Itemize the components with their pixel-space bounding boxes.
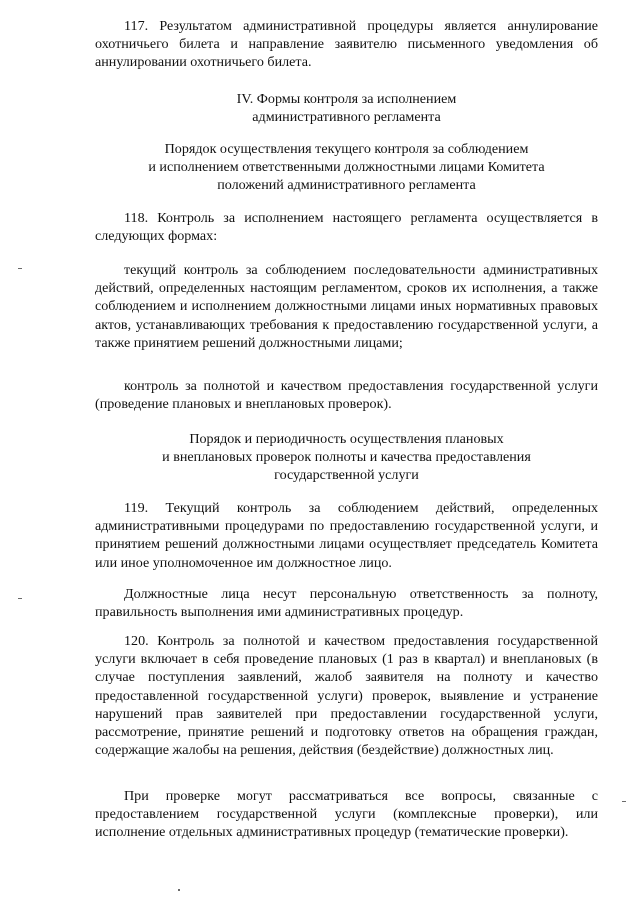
scan-speck [178,889,180,891]
scan-speck [18,268,22,269]
section-heading [95,90,598,126]
paragraph-checks: При проверке могут рассматриваться все вопросы, связанные с предоставлением государственной услуги (комплексные проверки), или исполнение отдельных административных процедур (тематические проверки). [95,788,598,841]
paragraph-117: 117. Результатом административной процедуры является аннулирование охотничьего билета и направление заявителю письменного уведомления об аннулировании охотничьего билета. [95,18,598,71]
subheading-2-line-3: государственной услуги [274,467,419,484]
section-heading-line-1: IV. Формы контроля за исполнением [236,91,457,107]
paragraph-120: 120. Контроль за полнотой и качеством предоставления государственной услуги включает в себя проведение плановых (1 раз в квартал) и внеплановых (в случае поступления заявлений, жалоб заявителя на полноту и качество предоставленной государственной услуги) проверок, выявление и устранение нарушений прав заявителей при предоставлении государственной услуги, рассмотрение, принятие решений и подготовку ответов на обращения граждан, содержащие жалобы на решения, действия (бездействие) должностных лиц. [95,633,598,759]
scan-speck [622,801,626,802]
subheading-2-line-1: Порядок и периодичность осуществления плановых [189,431,504,447]
list-item-quality-control: контроль за полнотой и качеством предоставления государственной услуги (проведение плановых и внеплановых проверок). [95,378,598,413]
list-item-current-control: текущий контроль за соблюдением последовательности административных действий, определенных настоящим регламентом, сроков их исполнения, а также соблюдением и исполнением должностными лицами иных нормативных правовых актов, устанавливающих требования к предоставлению государственной услуги, а также принятием решений должностными лицами; [95,262,598,351]
paragraph-119: 119. Текущий контроль за соблюдением действий, определенных административными процедурами по предоставлению государственной услуги, и принятием решений должностными лицами осуществляет председатель Комитета или иное уполномоченное им должностное лицо. [95,500,598,571]
subheading-1-line-3: положений административного регламента [217,177,476,194]
subheading-2-line-2: и внеплановых проверок полноты и качества предоставления [162,449,531,466]
subheading-1-line-2: и исполнением ответственными должностными лицами Комитета [148,159,545,176]
section-heading-line-2: административного регламента [252,109,441,126]
subheading-1-line-1: Порядок осуществления текущего контроля за соблюдением [164,141,529,157]
subheading-inspections [95,430,598,485]
scan-speck [18,598,22,599]
paragraph-118: 118. Контроль за исполнением настоящего регламента осуществляется в следующих формах: [95,210,598,245]
paragraph-responsibility: Должностные лица несут персональную ответственность за полноту, правильность выполнения ими административных процедур. [95,586,598,621]
subheading-current-control [95,140,598,195]
